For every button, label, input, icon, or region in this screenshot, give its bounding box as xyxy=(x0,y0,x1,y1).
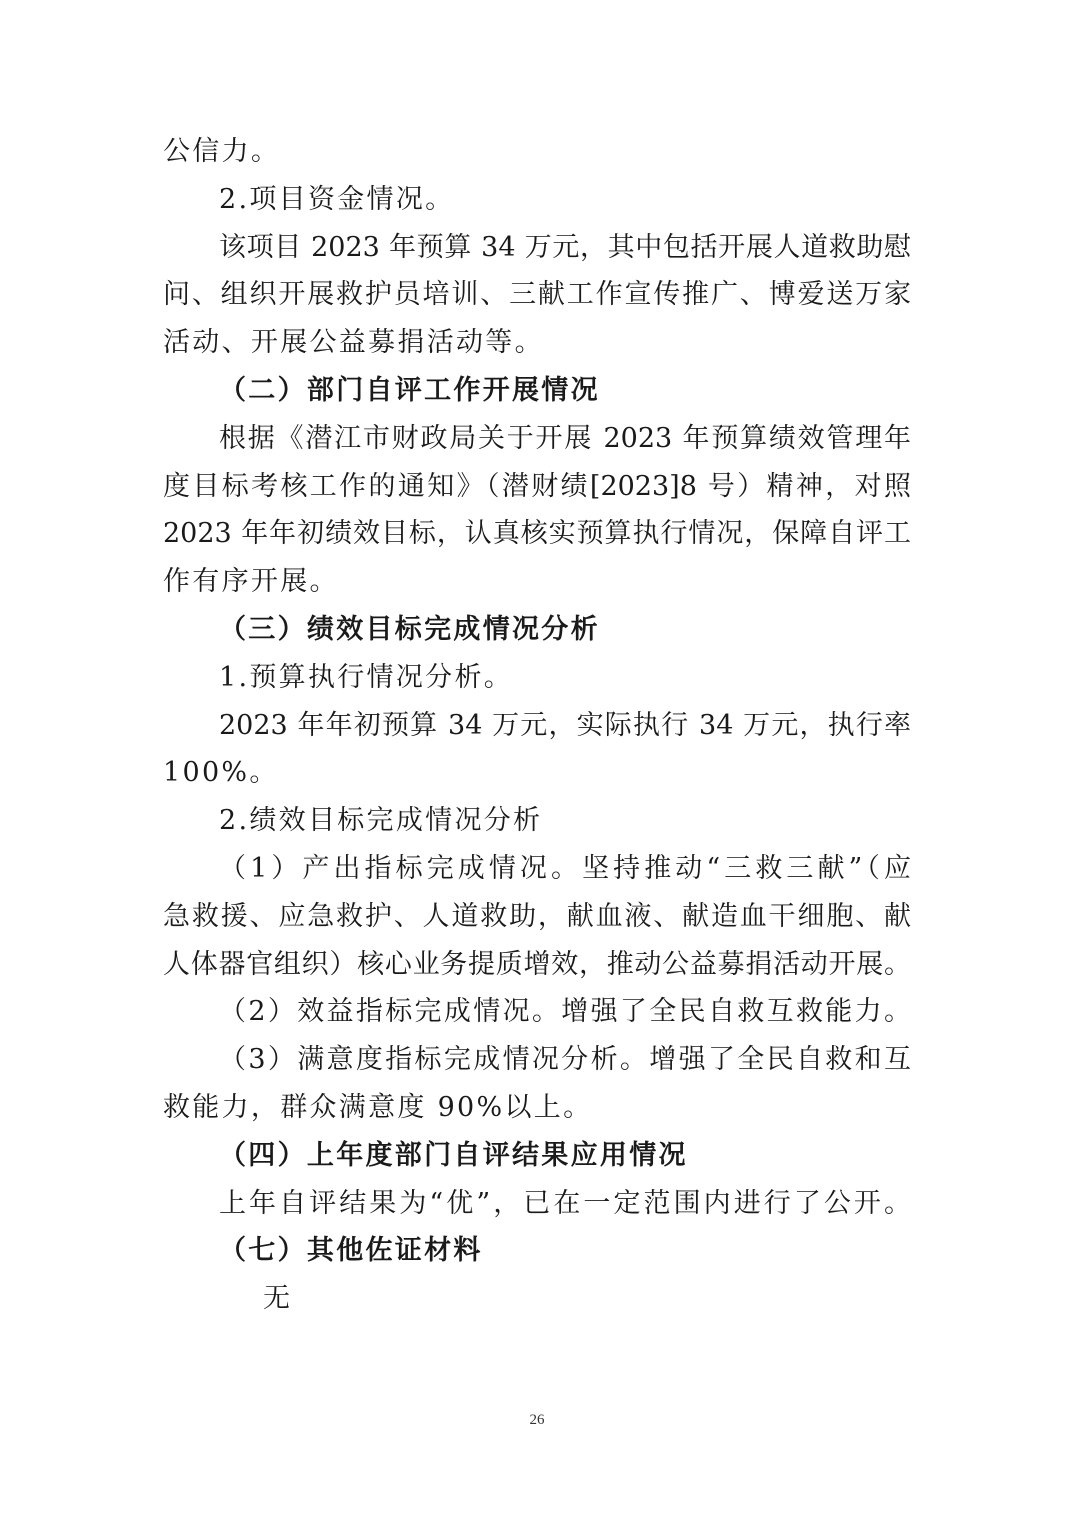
paragraph-line: （2）效益指标完成情况。增强了全民自救互救能力。 xyxy=(219,996,911,1028)
section-heading: （七）其他佐证材料 xyxy=(219,1235,483,1267)
paragraph-line: 活动、开展公益募捐活动等。 xyxy=(163,327,544,359)
paragraph-line: 无 xyxy=(263,1283,293,1315)
paragraph-line: 根据《潜江市财政局关于开展 2023 年预算绩效管理年 xyxy=(219,422,911,454)
item-heading: 2.绩效目标完成情况分析 xyxy=(219,805,543,837)
paragraph-line: 2023 年年初预算 34 万元，实际执行 34 万元，执行率 xyxy=(219,709,911,741)
paragraph-line: 度目标考核工作的通知》（潜财绩[2023]8 号）精神，对照 xyxy=(163,470,911,502)
paragraph-line: 2023 年年初绩效目标，认真核实预算执行情况，保障自评工 xyxy=(163,518,911,550)
section-heading: （四）上年度部门自评结果应用情况 xyxy=(219,1139,688,1171)
paragraph-line: 该项目 2023 年预算 34 万元，其中包括开展人道救助慰 xyxy=(219,231,911,263)
page-number: 26 xyxy=(529,1412,545,1428)
paragraph-line: 作有序开展。 xyxy=(163,566,339,598)
paragraph-line: （3）满意度指标完成情况分析。增强了全民自救和互 xyxy=(219,1044,911,1076)
paragraph-line: 100%。 xyxy=(163,757,279,789)
paragraph-line: 上年自评结果为“优”，已在一定范围内进行了公开。 xyxy=(219,1187,911,1219)
item-heading: 1.预算执行情况分析。 xyxy=(219,661,514,693)
paragraph-line: （1）产出指标完成情况。坚持推动“三救三献”（应 xyxy=(219,852,911,884)
paragraph-line: 救能力，群众满意度 90%以上。 xyxy=(163,1091,593,1123)
paragraph-line: 问、组织开展救护员培训、三献工作宣传推广、博爱送万家 xyxy=(163,279,911,311)
item-heading: 2.项目资金情况。 xyxy=(219,183,455,215)
paragraph-line: 公信力。 xyxy=(163,136,281,167)
section-heading: （三）绩效目标完成情况分析 xyxy=(219,613,600,645)
paragraph-line: 急救援、应急救护、人道救助，献血液、献造血干细胞、献 xyxy=(163,900,911,932)
paragraph-line: 人体器官组织）核心业务提质增效，推动公益募捐活动开展。 xyxy=(163,948,911,980)
section-heading: （二）部门自评工作开展情况 xyxy=(219,374,600,406)
body-text xyxy=(163,128,911,1323)
